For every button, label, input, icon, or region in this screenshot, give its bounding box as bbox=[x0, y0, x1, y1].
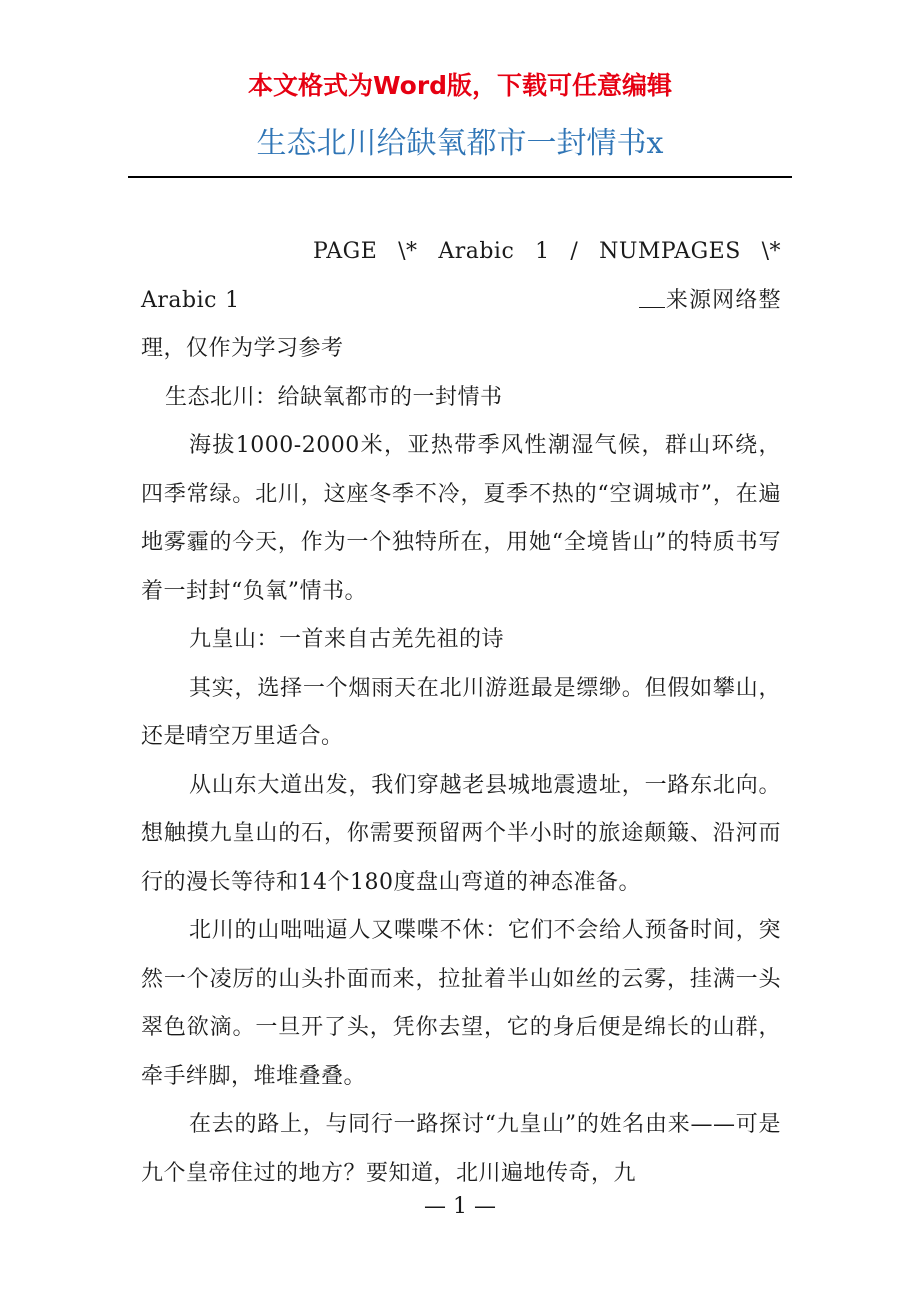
paragraph-4: 北川的山咄咄逼人又喋喋不休：它们不会给人预备时间，突然一个凌厉的山头扑面而来，拉扯着半山如丝的云雾，挂满一头翠色欲滴。一旦开了头，凭你去望，它的身后便是绵长的山群，牵手绊脚，堆堆叠叠。 bbox=[141, 918, 781, 1089]
page-field-code: PAGE \* Arabic 1 / NUMPAGES \* Arabic 1 bbox=[141, 239, 781, 313]
underscore-mark bbox=[639, 293, 665, 308]
page-number: — 1 — bbox=[424, 1194, 496, 1219]
paragraph-1: 海拔1000-2000米，亚热带季风性潮湿气候，群山环绕，四季常绿。北川，这座冬季不冷，夏季不热的“空调城市”，在遍地雾霾的今天，作为一个独特所在，用她“全境皆山”的特质书写着一封封“负氧”情书。 bbox=[141, 433, 781, 604]
source-note: 来源网络整理，仅作为学习参考 bbox=[141, 287, 781, 361]
paragraph-5: 在去的路上，与同行一路探讨“九皇山”的姓名由来——可是九个皇帝住过的地方？要知道，北川遍地传奇，九 bbox=[141, 1112, 781, 1186]
section-subheading: 九皇山：一首来自古羌先祖的诗 bbox=[189, 627, 505, 652]
word-format-banner: 本文格式为Word版，下载可任意编辑 bbox=[247, 71, 673, 100]
paragraph-3: 从山东大道出发，我们穿越老县城地震遗址，一路东北向。想触摸九皇山的石，你需要预留两个半小时的旅途颠簸、沿河而行的漫长等待和14个180度盘山弯道的神态准备。 bbox=[141, 772, 781, 895]
title-divider bbox=[128, 176, 792, 178]
document-title: 生态北川给缺氧都市一封情书x bbox=[256, 126, 664, 161]
document-body bbox=[141, 228, 781, 1198]
header-note bbox=[141, 228, 781, 374]
article-heading: 生态北川：给缺氧都市的一封情书 bbox=[165, 384, 503, 410]
paragraph-2: 其实，选择一个烟雨天在北川游逛最是缥缈。但假如攀山，还是晴空万里适合。 bbox=[141, 675, 781, 749]
